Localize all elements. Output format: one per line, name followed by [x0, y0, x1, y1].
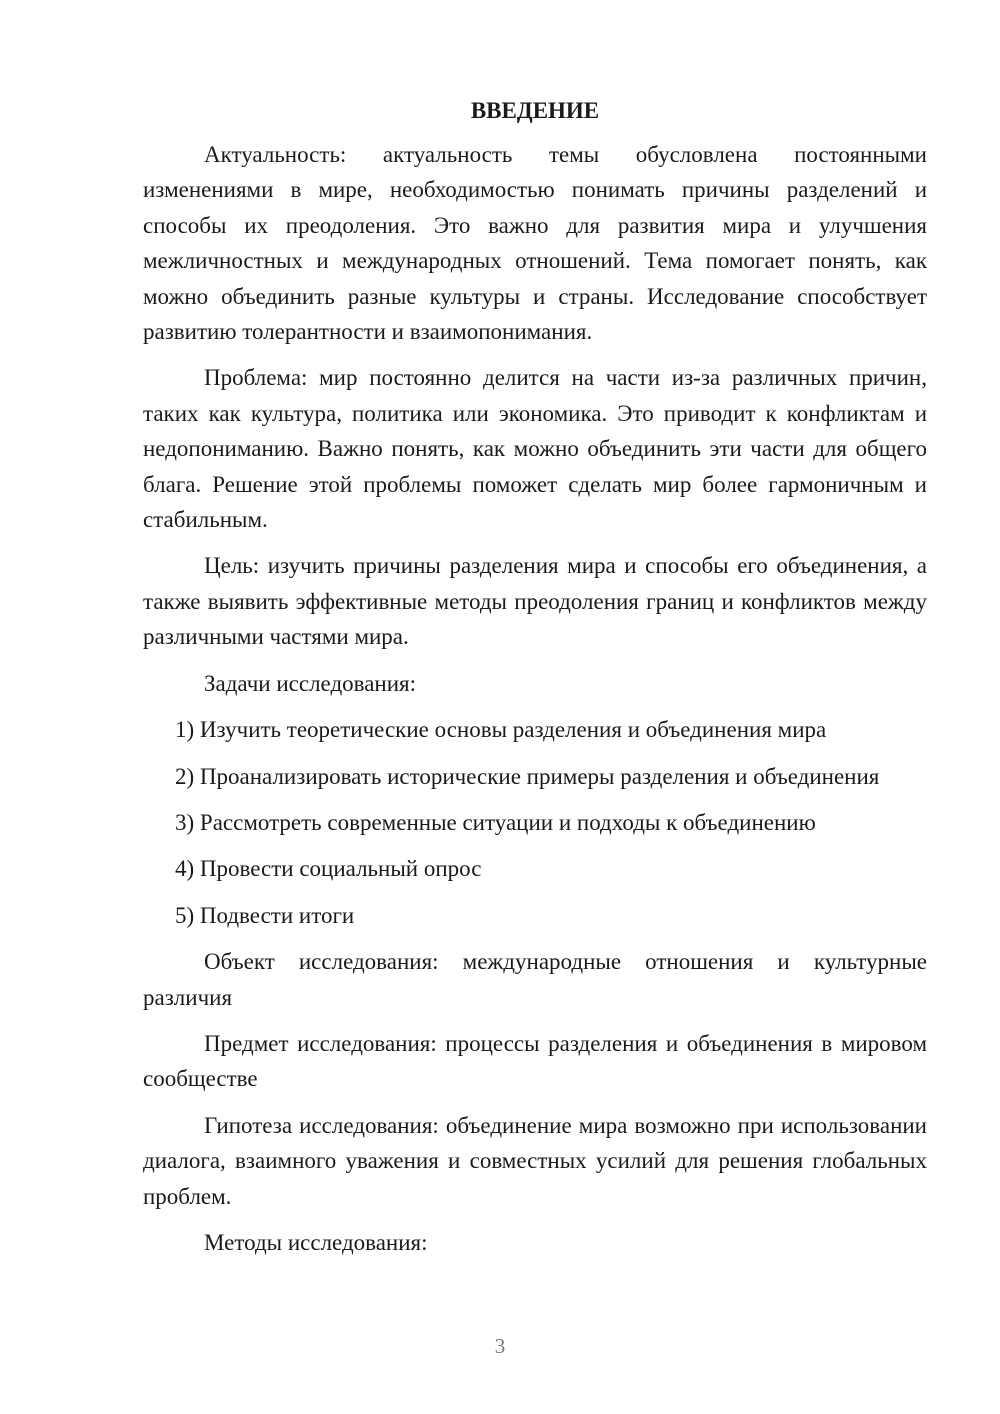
task-item: 3) Рассмотреть современные ситуации и подходы к объединению: [175, 809, 816, 835]
hypothesis-paragraph: Гипотеза исследования: объединение мира возможно при использовании диалога, взаимного уважения и совместных усилий для решения глобальных проблем.: [143, 1112, 927, 1209]
methods-heading: Методы исследования:: [204, 1229, 428, 1255]
task-item: 4) Провести социальный опрос: [175, 856, 482, 882]
task-item: 5) Подвести итоги: [175, 902, 355, 928]
relevance-paragraph: Актуальность: актуальность темы обусловлена постоянными изменениями в мире, необходимостью понимать причины разделений и способы их преодоления. Это важно для развития мира и улучшения межличностных и международных отношений. Тема помогает понять, как можно объединить разные культуры и страны. Исследование способствует развитию толерантности и взаимопонимания.: [143, 142, 927, 345]
object-paragraph: Объект исследования: международные отношения и культурные различия: [143, 949, 927, 1010]
task-item: 2) Проанализировать исторические примеры разделения и объединения: [175, 763, 880, 789]
page-number: 3: [494, 1334, 506, 1358]
goal-paragraph: Цель: изучить причины разделения мира и способы его объединения, а также выявить эффективные методы преодоления границ и конфликтов между различными частями мира.: [143, 553, 927, 650]
subject-paragraph: Предмет исследования: процессы разделения и объединения в мировом сообществе: [143, 1030, 927, 1092]
page-content: [143, 95, 927, 1271]
task-item: 1) Изучить теоретические основы разделения и объединения мира: [175, 717, 827, 743]
tasks-heading: Задачи исследования:: [204, 670, 417, 696]
problem-paragraph: Проблема: мир постоянно делится на части из-за различных причин, таких как культура, политика или экономика. Это приводит к конфликтам и недопониманию. Важно понять, как можно объединить эти части для общего блага. Решение этой проблемы поможет сделать мир более гармоничным и стабильным.: [143, 365, 927, 533]
page-title: ВВЕДЕНИЕ: [470, 98, 600, 123]
